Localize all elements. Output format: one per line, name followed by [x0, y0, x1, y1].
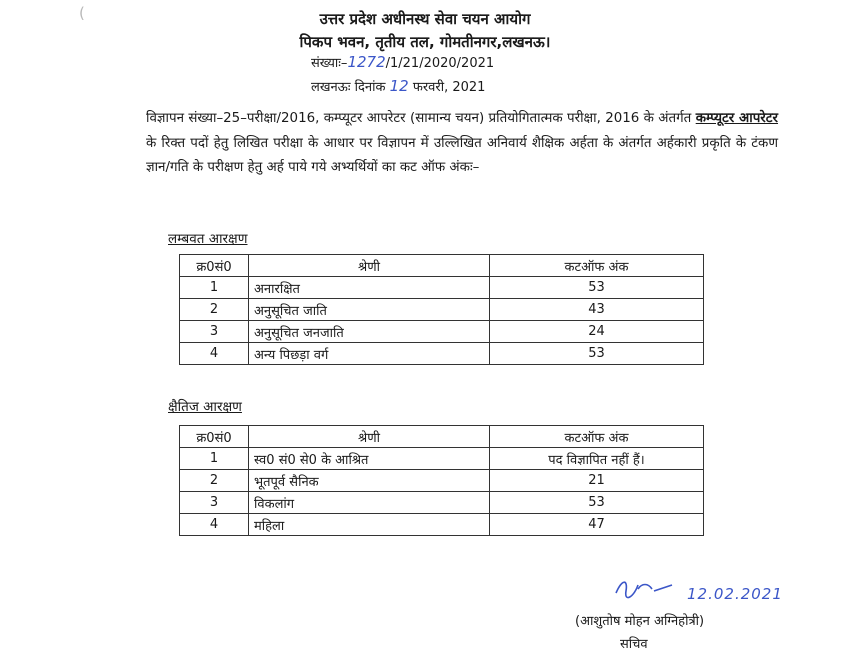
category-cell: अनुसूचित जनजाति — [249, 321, 490, 343]
date-day: 12 — [389, 77, 409, 95]
horizontal-reservation-title: क्षैतिज आरक्षण — [168, 399, 242, 415]
col-header-cutoff: कटऑफ अंक — [490, 426, 704, 448]
para-after: के रिक्त पदों हेतु लिखित परीक्षा के आधार पर विज्ञापन में उल्लिखित अनिवार्य शैक्षिक अर्हता के अंतर्गत अर्हकारी प्रकृति के टंकण ज्ञान/गति के परीक्षण हेतु अर्ह पाये गये अभ्यर्थियों का कट ऑफ अंकः– — [146, 135, 778, 175]
handwritten-signature — [612, 575, 682, 601]
table-row — [180, 514, 704, 536]
table-row — [180, 277, 704, 299]
cutoff-cell: 53 — [490, 277, 704, 299]
table-row — [180, 492, 704, 514]
cutoff-cell: 47 — [490, 514, 704, 536]
category-cell: स्व0 सं0 से0 के आश्रित — [249, 448, 490, 470]
category-cell: महिला — [249, 514, 490, 536]
ref-number: 1272 — [347, 53, 386, 71]
table-header-row — [180, 426, 704, 448]
serial-cell: 2 — [180, 470, 249, 492]
cutoff-cell: 21 — [490, 470, 704, 492]
category-cell: अनारक्षित — [249, 277, 490, 299]
col-header-category: श्रेणी — [249, 426, 490, 448]
category-cell: भूतपूर्व सैनिक — [249, 470, 490, 492]
category-cell: अनुसूचित जाति — [249, 299, 490, 321]
ref-suffix: /1/21/2020/2021 — [385, 56, 495, 71]
serial-cell: 4 — [180, 514, 249, 536]
org-name: उत्तर प्रदेश अधीनस्थ सेवा चयन आयोग — [319, 10, 531, 28]
category-cell: अन्य पिछड़ा वर्ग — [249, 343, 490, 365]
horizontal-reservation-table — [179, 425, 704, 536]
serial-cell: 1 — [180, 277, 249, 299]
date-suffix: फरवरी, 2021 — [412, 80, 486, 95]
col-header-category: श्रेणी — [249, 255, 490, 277]
cutoff-cell: 43 — [490, 299, 704, 321]
signatory-designation: सचिव — [620, 637, 648, 652]
table-row — [180, 299, 704, 321]
ref-prefix: संख्याः– — [311, 56, 348, 71]
table-row — [180, 343, 704, 365]
serial-cell: 3 — [180, 321, 249, 343]
serial-cell: 1 — [180, 448, 249, 470]
cutoff-cell: 53 — [490, 343, 704, 365]
reference-line — [311, 53, 494, 71]
serial-cell: 2 — [180, 299, 249, 321]
para-before: विज्ञापन संख्या–25–परीक्षा/2016, कम्प्यूटर आपरेटर (सामान्य चयन) प्रतियोगितात्मक परीक्षा, 2016 के अंतर्गत — [146, 111, 692, 126]
col-header-cutoff: कटऑफ अंक — [490, 255, 704, 277]
table-header-row — [180, 255, 704, 277]
serial-cell: 4 — [180, 343, 249, 365]
date-prefix: लखनऊः दिनांक — [311, 80, 386, 95]
col-header-serial: क्र0सं0 — [180, 426, 249, 448]
date-line — [311, 77, 485, 95]
cutoff-cell: 24 — [490, 321, 704, 343]
vertical-reservation-title: लम्बवत आरक्षण — [168, 231, 248, 247]
cutoff-cell: 53 — [490, 492, 704, 514]
cutoff-cell: पद विज्ञापित नहीं हैं। — [490, 448, 704, 470]
signature-date: 12.02.2021 — [687, 585, 783, 603]
col-header-serial: क्र0सं0 — [180, 255, 249, 277]
table-row — [180, 448, 704, 470]
table-row — [180, 321, 704, 343]
serial-cell: 3 — [180, 492, 249, 514]
corner-mark: ( — [79, 4, 85, 22]
vertical-reservation-table — [179, 254, 704, 365]
post-name: कम्प्यूटर आपरेटर — [695, 111, 779, 126]
category-cell: विकलांग — [249, 492, 490, 514]
org-address: पिकप भवन, तृतीय तल, गोमतीनगर,लखनऊ। — [299, 33, 551, 51]
signatory-name: (आशुतोष मोहन अग्निहोत्री) — [575, 614, 705, 629]
notice-paragraph — [146, 107, 778, 181]
table-row — [180, 470, 704, 492]
